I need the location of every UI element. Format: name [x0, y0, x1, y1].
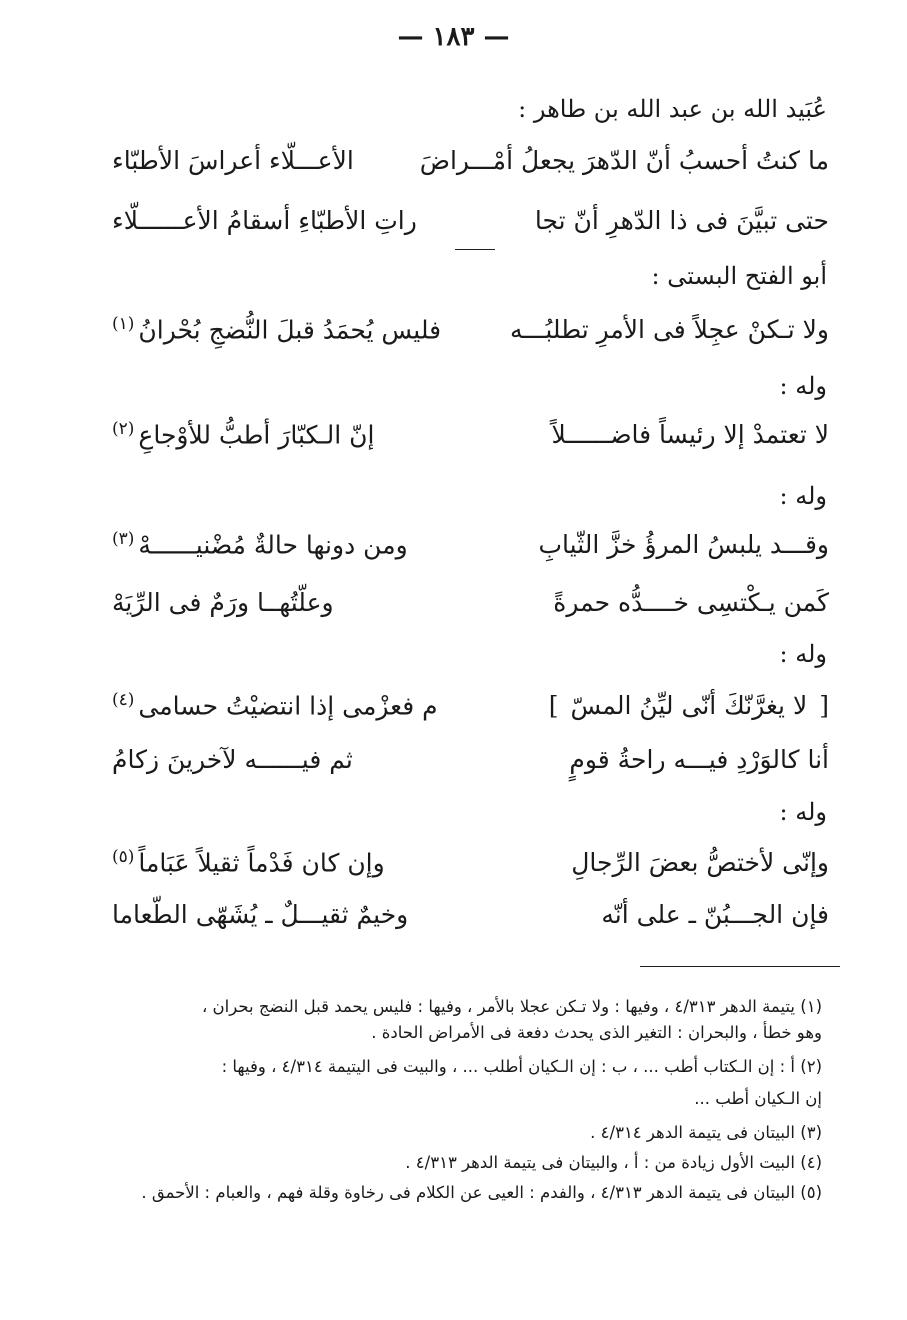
second-hemistich: ومن دونها حالةٌ مُضْنيــــــهْ$^{(٣)}$ — [112, 528, 408, 560]
verse-line — [112, 737, 829, 781]
first-hemistich: كَمن يـكْتسِى خــــدُّه حمرةً — [553, 587, 829, 617]
verse-line — [112, 522, 829, 566]
footnote-marker: (٤) — [112, 689, 135, 710]
poet-name: أبو الفتح البستى : — [651, 262, 827, 290]
second-hemistich: إنّ الـكبّارَ أطبُّ للأوْجاعِ$^{(٢)}$ — [112, 418, 375, 450]
verse-line — [112, 840, 829, 884]
footnote: (٥) البيتان فى يتيمة الدهر ٤/٣١٣ ، والفدم : العيى عن الكلام فى رخاوة وقلة فهم ، والعبام : الأحمق . — [141, 1183, 822, 1202]
footnote-marker: (١) — [112, 313, 135, 334]
hemistich-connector-line — [455, 249, 495, 250]
first-hemistich: حتى تبيَّنَ فى ذا الدّهرِ أنّ تجا — [534, 205, 829, 235]
second-hemistich: الأعـــلّاء أعراسَ الأطبّاء — [112, 145, 354, 175]
verse-line — [112, 580, 829, 624]
attribution-label: وله : — [779, 372, 827, 400]
footnote-marker: (٥) — [112, 846, 135, 867]
second-hemistich: وعلّتُهــا ورَمٌ فى الرِّيَهْ — [112, 587, 334, 617]
first-hemistich: [ لا يغرَّنّكَ أنّى ليِّنُ المسّ ] — [549, 691, 829, 720]
attribution-label: وله : — [779, 482, 827, 510]
footnote: (٣) البيتان فى يتيمة الدهر ٤/٣١٤ . — [590, 1123, 822, 1142]
second-hemistich: م فعزْمى إذا انتضيْتُ حسامى$^{(٤)}$ — [112, 689, 438, 721]
page-number: — ١٨٣ — — [397, 22, 510, 52]
first-hemistich: فإن الجـــبُنّ ـ على أنّه — [601, 899, 829, 929]
footnote-continuation: وهو خطأ ، والبحران : التغير الذى يحدث دفعة فى الأمراض الحادة . — [371, 1023, 822, 1042]
second-hemistich: وخيمٌ ثقيـــلٌ ـ يُشَهّى الطّعاما — [112, 899, 409, 929]
first-hemistich: ولا تـكنْ عجِلاً فى الأمرِ تطلبُـــه — [510, 314, 829, 344]
footnote-continuation: إن الـكيان أطب ... — [694, 1089, 822, 1108]
footnote-marker: (٣) — [112, 528, 135, 549]
first-hemistich: وقـــد يلبسُ المرؤُ خزَّ الثّيابِ — [538, 529, 829, 559]
first-hemistich: أنا كالوَرْدِ فيـــه راحةُ قومٍ — [569, 744, 829, 774]
footnote: (١) يتيمة الدهر ٤/٣١٣ ، وفيها : ولا تـكن عجلا بالأمر ، وفيها : فليس يحمد قبل النضج بحران ، — [201, 997, 822, 1016]
verse-line — [112, 892, 829, 936]
footnote: (٢) أ : إن الـكتاب أطب ... ، ب : إن الـكيان أطلب ... ، والبيت فى اليتيمة ٤/٣١٤ ، وفيها : — [221, 1057, 822, 1076]
verse-line — [112, 198, 829, 242]
second-hemistich: ثم فيــــــه لآخرينَ زكامُ — [112, 744, 353, 774]
verse-line — [112, 307, 829, 351]
poet-name: عُبَيد الله بن عبد الله بن طاهر : — [518, 95, 827, 123]
footnote-marker: (٢) — [112, 418, 135, 439]
verse-line — [112, 412, 829, 456]
footnote-separator — [640, 966, 840, 967]
verse-line — [112, 683, 829, 727]
second-hemistich: فليس يُحمَدُ قبلَ النُّضجِ بُحْرانُ$^{(١)}$ — [112, 313, 442, 345]
first-hemistich: ما كنتُ أحسبُ أنّ الدّهرَ يجعلُ أمْـــراضَ — [419, 145, 829, 175]
first-hemistich: وإنّى لأختصُّ بعضَ الرِّجالِ — [571, 847, 829, 877]
footnote: (٤) البيت الأول زيادة من : أ ، والبيتان فى يتيمة الدهر ٤/٣١٣ . — [405, 1153, 822, 1172]
first-hemistich: لا تعتمدْ إلا رئيساً فاضــــــلاً — [551, 419, 829, 449]
attribution-label: وله : — [779, 798, 827, 826]
attribution-label: وله : — [779, 640, 827, 668]
second-hemistich: راتِ الأطبّاءِ أسقامُ الأعــــــلّاء — [112, 205, 417, 235]
second-hemistich: وإن كان فَدْماً ثقيلاً عَبَاماً$^{(٥)}$ — [112, 846, 385, 878]
verse-line — [112, 138, 829, 182]
